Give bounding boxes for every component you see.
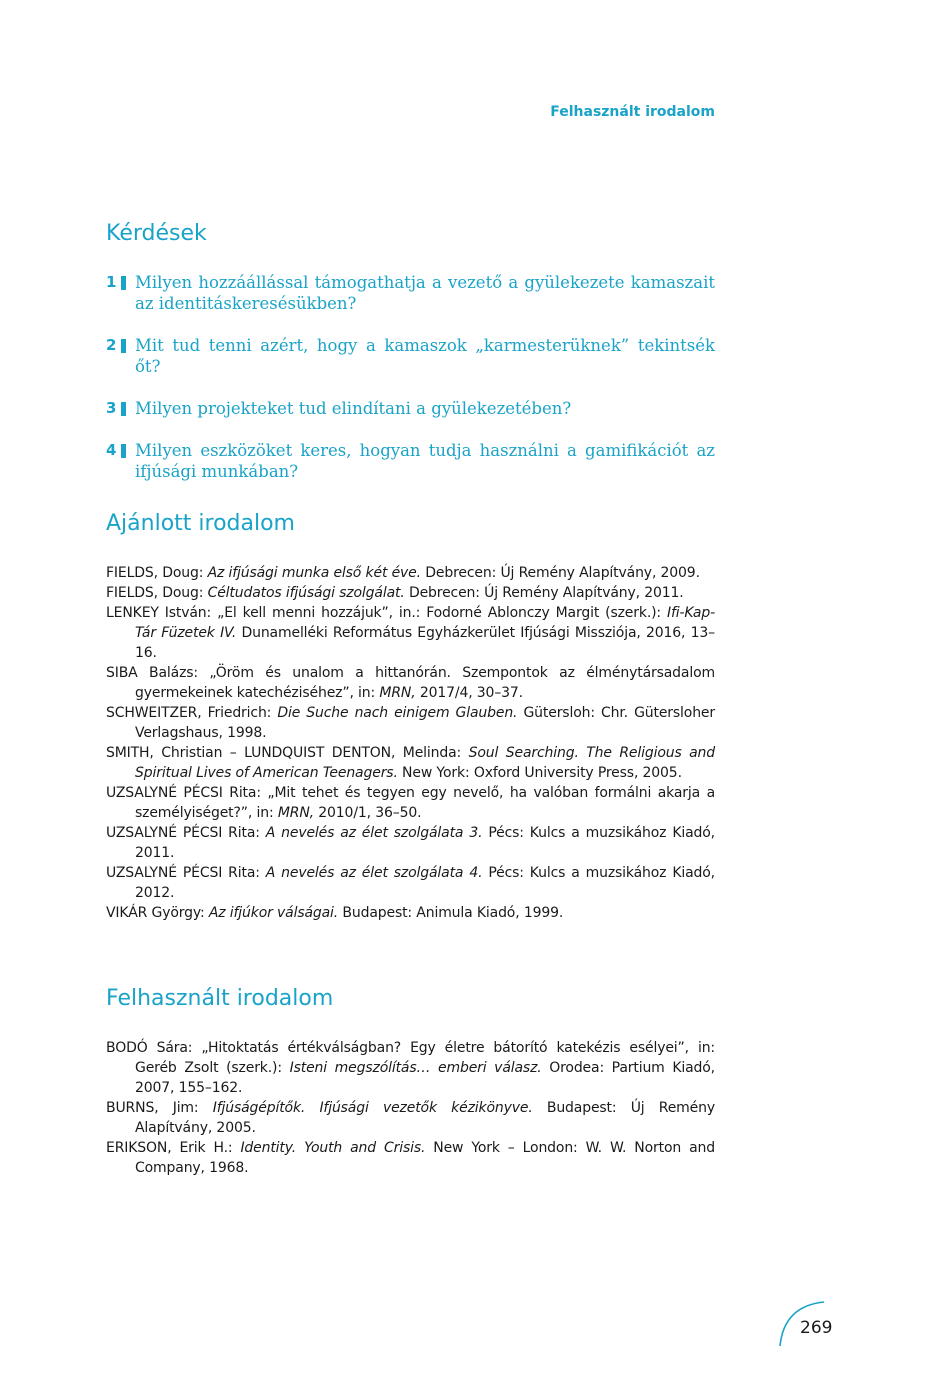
question-marker — [121, 339, 126, 353]
question-text: Milyen hozzáállással támogathatja a vezető a gyülekezete kamaszait az identitáskeresésükben? — [135, 273, 715, 313]
recommended-title: Ajánlott irodalom — [106, 511, 295, 536]
question-item — [106, 272, 715, 314]
reference-author: BURNS, Jim: — [106, 1100, 213, 1116]
reference-author: UZSALYNÉ PÉCSI Rita: — [106, 865, 266, 881]
reference-author: VIKÁR György: — [106, 905, 209, 921]
reference-title: Die Suche nach einigem Glauben. — [277, 705, 518, 721]
reference-title: A nevelés az élet szolgálata 3. — [265, 825, 483, 841]
reference-details: 2017/4, 30–37. — [415, 685, 523, 701]
reference-entry — [106, 1138, 715, 1178]
question-number: 4 — [106, 441, 117, 459]
reference-details: New York – London: W. W. Norton and Company, 1968. — [135, 1140, 715, 1176]
reference-author: SCHWEITZER, Friedrich: — [106, 705, 278, 721]
reference-title: Az ifjúsági munka első két éve. — [207, 565, 421, 581]
reference-author: UZSALYNÉ PÉCSI Rita: „Mit tehet és tegyen egy nevelő, ha valóban formálni akarja a személyiséget?”, in: — [106, 785, 715, 821]
reference-details: Orodea: Partium Kiadó, 2007, 155–162. — [135, 1060, 715, 1096]
question-text: Milyen eszközöket keres, hogyan tudja használni a gamifikációt az ifjúsági munkában? — [135, 441, 715, 481]
reference-title: Ifjúságépítők. Ifjúsági vezetők kézikönyve. — [212, 1100, 533, 1116]
reference-author: LENKEY István: „El kell menni hozzájuk”, in.: Fodorné Ablonczy Margit (szerk.): — [106, 605, 667, 621]
question-item — [106, 398, 715, 419]
reference-entry — [106, 743, 715, 783]
reference-title: Identity. Youth and Crisis. — [240, 1140, 426, 1156]
reference-details: 2010/1, 36–50. — [313, 805, 422, 821]
question-text: Mit tud tenni azért, hogy a kamaszok „karmesterüknek” tekintsék őt? — [135, 336, 715, 376]
reference-details: Dunamelléki Református Egyházkerület Ifjúsági Missziója, 2016, 13– 16. — [135, 625, 715, 661]
question-marker — [121, 276, 126, 290]
reference-author: UZSALYNÉ PÉCSI Rita: — [106, 825, 266, 841]
reference-entry — [106, 603, 715, 663]
question-item — [106, 440, 715, 482]
reference-title: A nevelés az élet szolgálata 4. — [265, 865, 483, 881]
reference-entry — [106, 563, 715, 583]
reference-title: Soul Searching. The Religious and Spiritual Lives of American Teenagers. — [135, 745, 716, 781]
question-marker — [121, 402, 126, 416]
reference-author: FIELDS, Doug: — [106, 565, 208, 581]
questions-list — [106, 272, 715, 503]
reference-entry — [106, 1098, 715, 1138]
running-head: Felhasznált irodalom — [550, 104, 715, 120]
question-text: Milyen projekteket tud elindítani a gyülekezetében? — [135, 399, 572, 418]
reference-title: Az ifjúkor válságai. — [208, 905, 339, 921]
used-title: Felhasznált irodalom — [106, 986, 334, 1011]
reference-details: New York: Oxford University Press, 2005. — [397, 765, 682, 781]
reference-details: Debrecen: Új Remény Alapítvány, 2009. — [420, 565, 700, 581]
reference-author: ERIKSON, Erik H.: — [106, 1140, 241, 1156]
reference-author: BODÓ Sára: „Hitoktatás értékválságban? Egy életre bátorító katekézis esélyei”, in: Geréb Zsolt (szerk.): — [106, 1040, 715, 1076]
reference-details: Pécs: Kulcs a muzsikához Kiadó, 2012. — [135, 865, 715, 901]
question-marker — [121, 444, 126, 458]
used-list — [106, 1038, 715, 1178]
page-number: 269 — [800, 1318, 833, 1338]
question-number: 2 — [106, 336, 117, 354]
question-item — [106, 335, 715, 377]
reference-author: FIELDS, Doug: — [106, 585, 208, 601]
reference-title: MRN, — [379, 685, 416, 701]
reference-entry — [106, 903, 715, 923]
question-number: 3 — [106, 399, 117, 417]
reference-author: SIBA Balázs: „Öröm és unalom a hittanórán. Szempontok az élménytársadalom gyermekeinek katechéziséhez”, in: — [106, 665, 715, 701]
reference-details: Debrecen: Új Remény Alapítvány, 2011. — [404, 585, 684, 601]
recommended-list — [106, 563, 715, 923]
reference-entry — [106, 1038, 715, 1098]
reference-entry — [106, 783, 715, 823]
questions-title: Kérdések — [106, 221, 207, 246]
reference-title: Isteni megszólítás… emberi válasz. — [289, 1060, 542, 1076]
reference-title: Ifi-Kap-Tár Füzetek IV. — [135, 605, 715, 641]
reference-entry — [106, 663, 715, 703]
reference-title: Céltudatos ifjúsági szolgálat. — [207, 585, 405, 601]
reference-details: Budapest: Animula Kiadó, 1999. — [338, 905, 564, 921]
reference-entry — [106, 823, 715, 863]
reference-details: Budapest: Új Remény Alapítvány, 2005. — [135, 1100, 715, 1136]
reference-details: Gütersloh: Chr. Gütersloher Verlagshaus, 1998. — [135, 705, 715, 741]
reference-entry — [106, 863, 715, 903]
reference-entry — [106, 703, 715, 743]
question-number: 1 — [106, 273, 117, 291]
reference-title: MRN, — [277, 805, 314, 821]
reference-author: SMITH, Christian – LUNDQUIST DENTON, Melinda: — [106, 745, 469, 761]
reference-details: Pécs: Kulcs a muzsikához Kiadó, 2011. — [135, 825, 715, 861]
reference-entry — [106, 583, 715, 603]
